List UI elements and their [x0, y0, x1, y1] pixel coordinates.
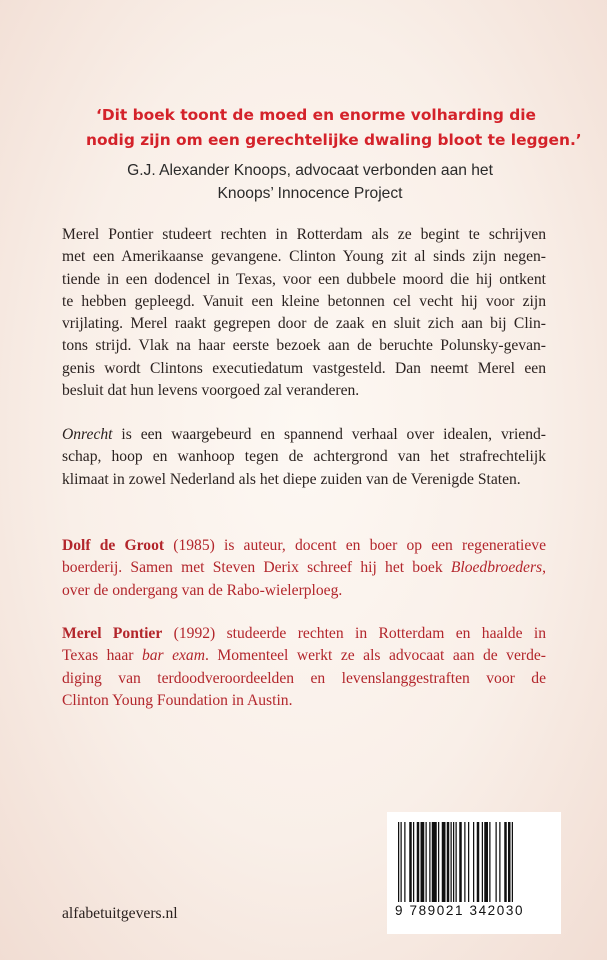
- barcode-bar: [432, 822, 437, 902]
- author-bio-merel: [62, 623, 546, 712]
- barcode-bar: [504, 822, 507, 902]
- barcode-bar: [489, 822, 490, 902]
- bar-exam-term: bar exam: [141, 647, 205, 665]
- bio-line: over de ondergang van de Rabo-wielerploeg.: [62, 581, 343, 599]
- barcode-bar: [484, 822, 488, 902]
- summary-line: met een Amerikaanse gevangene. Clinton Young zit al sinds zijn negen-: [62, 248, 546, 266]
- summary-line: tiende in een dodencel in Texas, voor een dubbele moord die hij ontkent: [62, 270, 546, 288]
- barcode-bar: [409, 822, 412, 902]
- summary-line: te hebben gepleegd. Vanuit een kleine betonnen cel vecht hij voor zijn: [62, 292, 546, 310]
- description-line: [62, 424, 546, 446]
- bio-line: boerderij. Samen met Steven Derix schreef hij het boek Bloedbroeders,: [62, 559, 546, 577]
- description-line: schap, hoop en wanhoop tegen de achtergrond van het strafrechtelijk: [62, 448, 546, 466]
- barcode-bar: [512, 822, 513, 902]
- back-cover-quote: [86, 103, 582, 153]
- description-line-rest: is een waargebeurd en spannend verhaal over idealen, vriend-: [112, 426, 546, 443]
- barcode-bar: [496, 822, 497, 902]
- author-bio-dolf: [62, 535, 546, 602]
- bio-line: Merel Pontier (1992) studeerde rechten in Rotterdam en haalde in: [62, 625, 546, 642]
- barcode-bar: [468, 822, 469, 902]
- barcode-bar: [421, 822, 425, 902]
- barcode-bar: [451, 822, 452, 902]
- barcode-bar: [401, 822, 402, 902]
- description-paragraph: [62, 424, 546, 491]
- book-title-bloedbroeders: Bloedbroeders: [450, 559, 543, 577]
- barcode-bar: [477, 822, 480, 902]
- barcode-bar: [438, 822, 439, 902]
- author-name: Merel Pontier: [62, 625, 163, 642]
- barcode-bar: [404, 822, 405, 902]
- bio-line: Texas haar bar exam. Momenteel werkt ze als advocaat aan de verde-: [62, 647, 546, 665]
- author-name: Dolf de Groot: [62, 537, 165, 554]
- barcode-bar: [482, 822, 483, 902]
- attribution-line: Knoops’ Innocence Project: [217, 185, 403, 202]
- barcode-bar: [426, 822, 427, 902]
- barcode-bar: [459, 822, 462, 902]
- isbn-barcode: [387, 812, 561, 934]
- barcode-bar: [447, 822, 450, 902]
- bio-line: Dolf de Groot (1985) is auteur, docent en boer op een regeneratieve: [62, 537, 546, 554]
- summary-line: genis wordt Clintons executiedatum vastgesteld. Dan neemt Merel een: [62, 359, 546, 377]
- barcode-bar: [473, 822, 474, 902]
- isbn-number: 9 789021 342030: [395, 903, 525, 918]
- barcode-bars: [397, 822, 551, 902]
- description-line: klimaat in zowel Nederland als het diepe zuiden van de Verenigde Staten.: [62, 470, 521, 488]
- summary-paragraph: [62, 224, 546, 402]
- barcode-bar: [456, 822, 457, 902]
- barcode-bar: [429, 822, 430, 902]
- publisher-website: alfabetuitgevers.nl: [62, 905, 178, 922]
- quote-attribution: [60, 159, 560, 205]
- barcode-bar: [464, 822, 465, 902]
- summary-line: tons strijd. Vlak na haar eerste bezoek aan de beruchte Polunsky-gevan-: [62, 337, 546, 355]
- quote-line: ‘Dit boek toont de moed en enorme volharding die: [96, 106, 536, 124]
- barcode-bar: [398, 822, 399, 902]
- barcode-bar: [499, 822, 500, 902]
- bio-line: diging van terdoodveroordeelden en levenslanggestraften voor de: [62, 669, 546, 687]
- barcode-bar: [453, 822, 454, 902]
- barcode-bar: [413, 822, 414, 902]
- attribution-line: G.J. Alexander Knoops, advocaat verbonden aan het: [127, 162, 493, 179]
- bio-line: Clinton Young Foundation in Austin.: [62, 691, 293, 709]
- summary-line: besluit dat hun levens voorgoed zal veranderen.: [62, 382, 360, 400]
- barcode-bar: [417, 822, 420, 902]
- summary-line: Merel Pontier studeert rechten in Rotterdam als ze begint te schrijven: [62, 226, 546, 243]
- quote-line: nodig zijn om een gerechtelijke dwaling bloot te leggen.’: [86, 131, 582, 149]
- summary-line: vrijlating. Merel raakt gegrepen door de zaak en sluit zich aan bij Clin-: [62, 315, 546, 333]
- barcode-bar: [508, 822, 511, 902]
- book-title: Onrecht: [62, 426, 113, 443]
- barcode-bar: [442, 822, 446, 902]
